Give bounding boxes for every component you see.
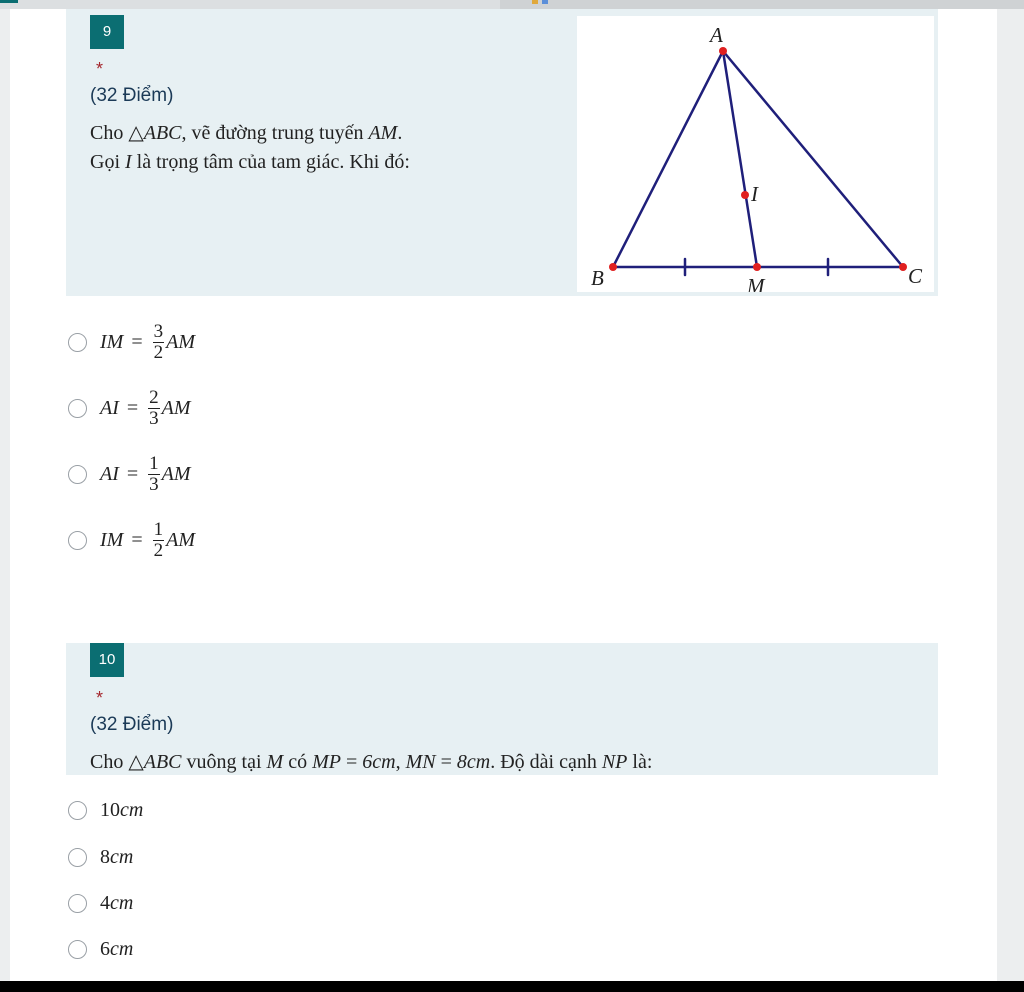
label-c: C <box>908 264 923 288</box>
radio-button[interactable] <box>68 940 87 959</box>
radio-button[interactable] <box>68 801 87 820</box>
top-accent <box>0 0 18 3</box>
option-label: 10 cm <box>100 798 144 821</box>
question-text-line: Cho △ABC, vẽ đường trung tuyến AM. <box>90 122 403 144</box>
answer-option[interactable] <box>66 520 195 560</box>
required-mark: * <box>96 59 104 79</box>
answer-option[interactable] <box>66 790 143 830</box>
tab-strip-highlight <box>532 0 538 4</box>
answer-option[interactable] <box>66 837 133 877</box>
point-m <box>753 263 761 271</box>
question-points: (32 Điểm) <box>90 714 174 735</box>
median-am <box>723 51 757 267</box>
tab-strip <box>500 0 1024 9</box>
answer-option[interactable] <box>66 454 191 494</box>
option-label: IM = $\frac{3}{2}$ AM <box>100 320 195 363</box>
answer-option[interactable] <box>66 388 191 428</box>
answer-option[interactable] <box>66 929 133 969</box>
question-text: Cho △ABC vuông tại M có MP = 6cm, MN = 8cm. Độ dài cạnh NP là: <box>90 751 653 773</box>
option-label: 6 cm <box>100 937 134 960</box>
option-label: 8 cm <box>100 845 134 868</box>
required-mark: * <box>96 688 104 708</box>
bottom-bar <box>0 981 1024 992</box>
question-figure <box>577 16 934 292</box>
option-label: AI = $\frac{1}{3}$ AM <box>100 452 191 495</box>
radio-button[interactable] <box>68 531 87 550</box>
side-ab <box>613 51 723 267</box>
form-card <box>10 9 997 981</box>
option-label: AI = $\frac{2}{3}$ AM <box>100 386 191 429</box>
question-text <box>90 119 410 177</box>
tab-strip-highlight <box>542 0 548 4</box>
option-label: 4 cm <box>100 891 134 914</box>
label-b: B <box>591 266 604 290</box>
question-10-header <box>66 643 938 775</box>
answer-option[interactable] <box>66 322 195 362</box>
question-number: 10 <box>90 643 124 677</box>
label-a: A <box>710 23 723 47</box>
question-9-header <box>66 9 938 296</box>
radio-button[interactable] <box>68 894 87 913</box>
fraction: $\frac{1}{3}$ <box>149 452 159 495</box>
fraction: $\frac{1}{2}$ <box>153 518 164 561</box>
label-i: I <box>751 182 758 206</box>
triangle-diagram <box>577 16 934 292</box>
radio-button[interactable] <box>68 465 87 484</box>
fraction: $\frac{3}{2}$ <box>153 320 164 363</box>
question-points: (32 Điểm) <box>90 85 174 106</box>
browser-top-strip <box>0 0 1024 9</box>
label-m: M <box>747 274 765 292</box>
radio-button[interactable] <box>68 399 87 418</box>
radio-button[interactable] <box>68 848 87 867</box>
fraction: $\frac{2}{3}$ <box>149 386 159 429</box>
radio-button[interactable] <box>68 333 87 352</box>
answer-option[interactable] <box>66 883 133 923</box>
point-c <box>899 263 907 271</box>
point-b <box>609 263 617 271</box>
point-i <box>741 191 749 199</box>
question-number: 9 <box>90 15 124 49</box>
point-a <box>719 47 727 55</box>
side-ac <box>723 51 903 267</box>
option-label: IM = $\frac{1}{2}$ AM <box>100 518 195 561</box>
question-text-line: Gọi I là trọng tâm của tam giác. Khi đó: <box>90 151 410 173</box>
